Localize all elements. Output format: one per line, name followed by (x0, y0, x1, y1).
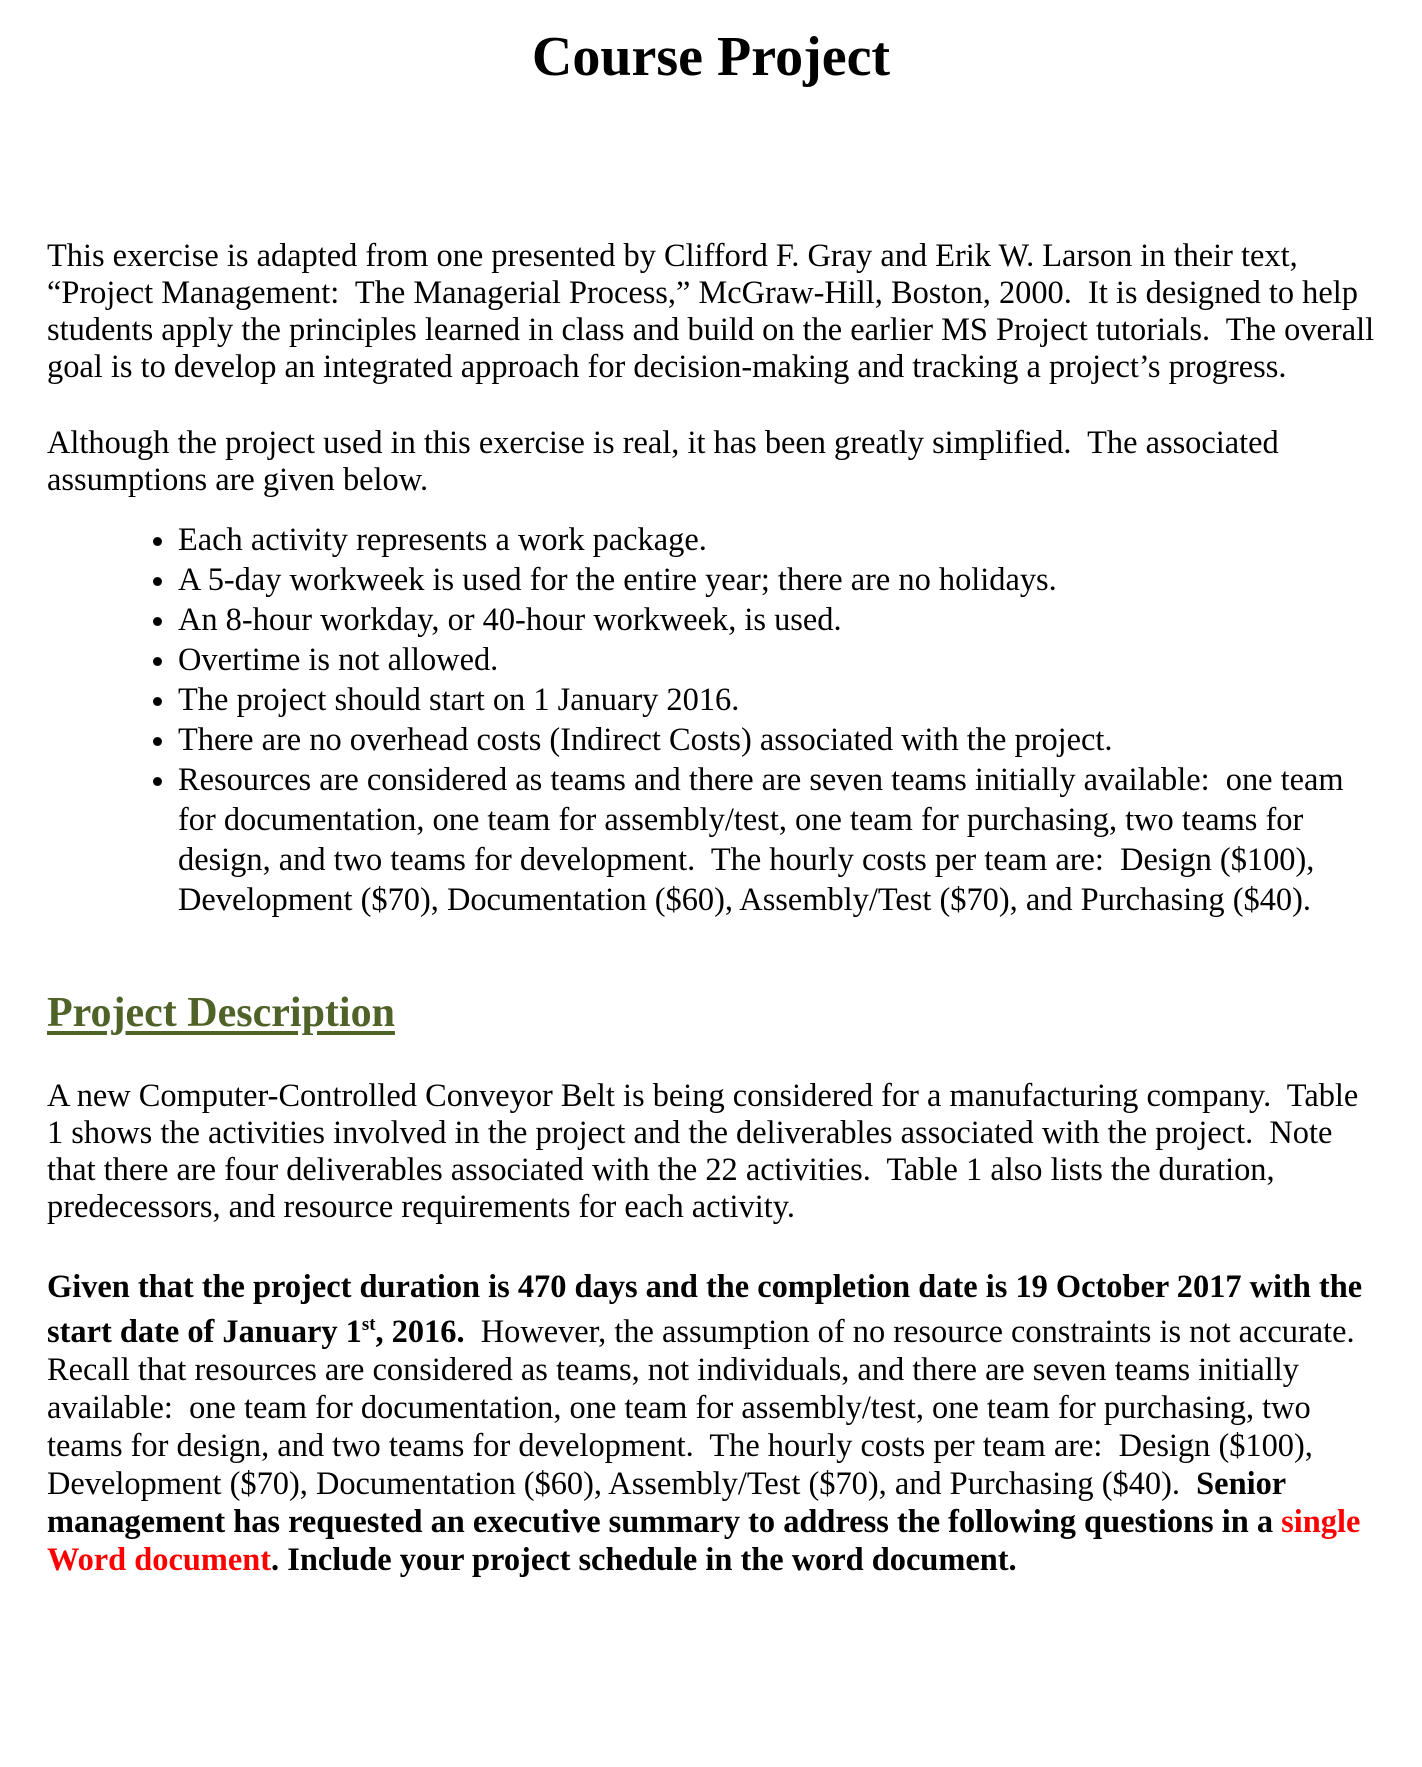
bold-duration-text: Given that the project duration is 470 days and the completion date is 19 October 2017 with the start date of January 1 (47, 1269, 1371, 1350)
description-paragraph: A new Computer-Controlled Conveyor Belt is being considered for a manufacturing company. Table 1 shows the activities involved in the project and the deliverables associated with the project. Note that there are four deliverables associated with the 22 activities. Table 1 also lists the duration, predecessors, and resource requirements for each activity. (47, 1078, 1367, 1225)
assumptions-list (47, 520, 1375, 920)
request-text-before-red: Senior management has requested an executive summary to address the following questions in a (47, 1465, 1294, 1540)
bold-duration-end: , 2016. (375, 1313, 465, 1350)
constraints-text: However, the assumption of no resource constraints is not accurate. Recall that resources are considered as teams, not individuals, and there are seven teams initially available: one team for documentation, one team for assembly/test, one team for purchasing, two teams for design, and two teams for development. The hourly costs per team are: Design ($100), Development ($70), Documentation ($60), Assembly/Test ($70), and Purchasing ($40). (47, 1313, 1371, 1502)
assumption-item: • A 5-day workweek is used for the entire year; there are no holidays. (178, 560, 1375, 600)
assumptions-intro-paragraph: Although the project used in this exercise is real, it has been greatly simplified. The associated assumptions are given below. (47, 425, 1287, 498)
red-highlight-text: single Word document (47, 1503, 1368, 1578)
assumption-item: • An 8-hour workday, or 40-hour workweek, is used. (178, 600, 1375, 640)
request-text-after-red: . Include your project schedule in the word document. (271, 1541, 1017, 1578)
assumption-item: • The project should start on 1 January 2016. (178, 680, 1375, 720)
assumption-item: • Resources are considered as teams and there are seven teams initially available: one team for documentation, one team for assembly/test, one team for purchasing, two teams for design, and two teams for development. The hourly costs per team are: Design ($100), Development ($70), Documentation ($60), Assembly/Test ($70), and Purchasing ($40). (178, 760, 1375, 920)
assumption-item: • Overtime is not allowed. (178, 640, 1375, 680)
conclusion-paragraph (47, 1268, 1375, 1579)
section-heading-project-description (47, 990, 1375, 1036)
intro-paragraph: This exercise is adapted from one presented by Clifford F. Gray and Erik W. Larson in their text, “Project Management: The Managerial Process,” McGraw-Hill, Boston, 2000. It is designed to help students apply the principles learned in class and build on the earlier MS Project tutorials. The overall goal is to develop an integrated approach for decision-making and tracking a project’s progress. (47, 238, 1383, 385)
document-title: Course Project (531, 26, 891, 88)
assumption-item: • Each activity represents a work package. (178, 520, 1375, 560)
assumption-item: • There are no overhead costs (Indirect Costs) associated with the project. (178, 720, 1375, 760)
ordinal-superscript: st (361, 1314, 376, 1335)
section-heading-text: Project Description (47, 990, 395, 1036)
